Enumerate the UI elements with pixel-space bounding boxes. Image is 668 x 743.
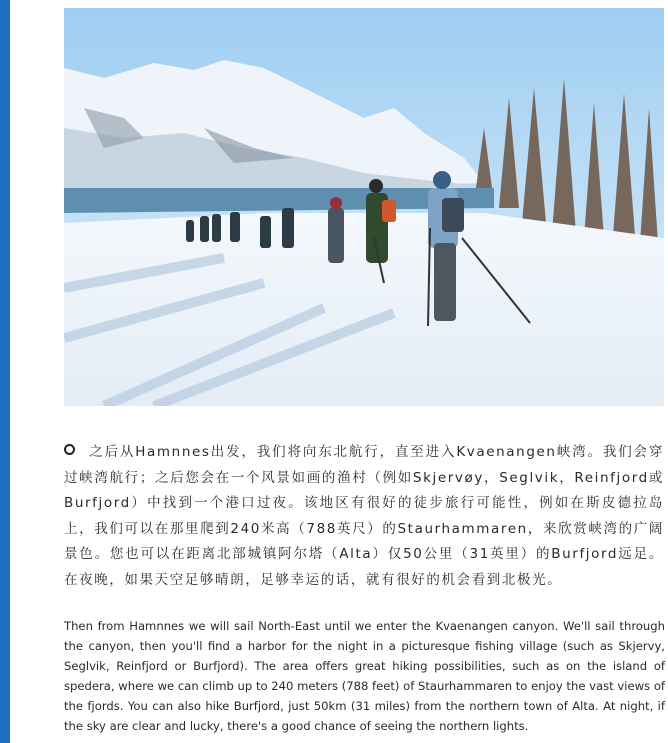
article-photo <box>64 8 664 406</box>
bullet-icon <box>64 444 75 455</box>
english-paragraph: Then from Hamnnes we will sail North-East until we enter the Kvaenangen canyon. We'll sail through the canyon, then you'll find a harbor for the night in a picturesque fishing village (such as Skjervy, Seglvik, Reinfjord or Burfjord). The area offers great hiking possibilities, such as on the island of spedera, where we can climb up to 240 meters (788 feet) of Staurhammaren to enjoy the vast views of the fjords. You can also hike Burfjord, just 50km (31 miles) from the northern town of Alta. At night, if the sky are clear and lucky, there's a good chance of seeing the northern lights. <box>64 619 665 734</box>
chinese-paragraph-text: 之后从Hamnnes出发，我们将向东北航行，直至进入Kvaenangen峡湾。我们会穿过峡湾航行；之后您会在一个风景如画的渔村（例如Skjervøy，Seglvik，Reinfjord或Burfjord）中找到一个港口过夜。该地区有很好的徒步旅行可能性，例如在斯皮德拉岛上，我们可以在那里爬到240米高（788英尺）的Staurhammaren，来欣赏峡湾的广阔景色。您也可以在距离北部城镇阿尔塔（Alta）仅50公里（31英里）的Burfjord远足。在夜晚，如果天空足够晴朗，足够幸运的话，就有很好的机会看到北极光。 <box>64 444 664 588</box>
snowshoe-hikers-photo <box>64 8 664 406</box>
left-accent-bar <box>0 0 10 743</box>
chinese-paragraph <box>64 440 664 594</box>
